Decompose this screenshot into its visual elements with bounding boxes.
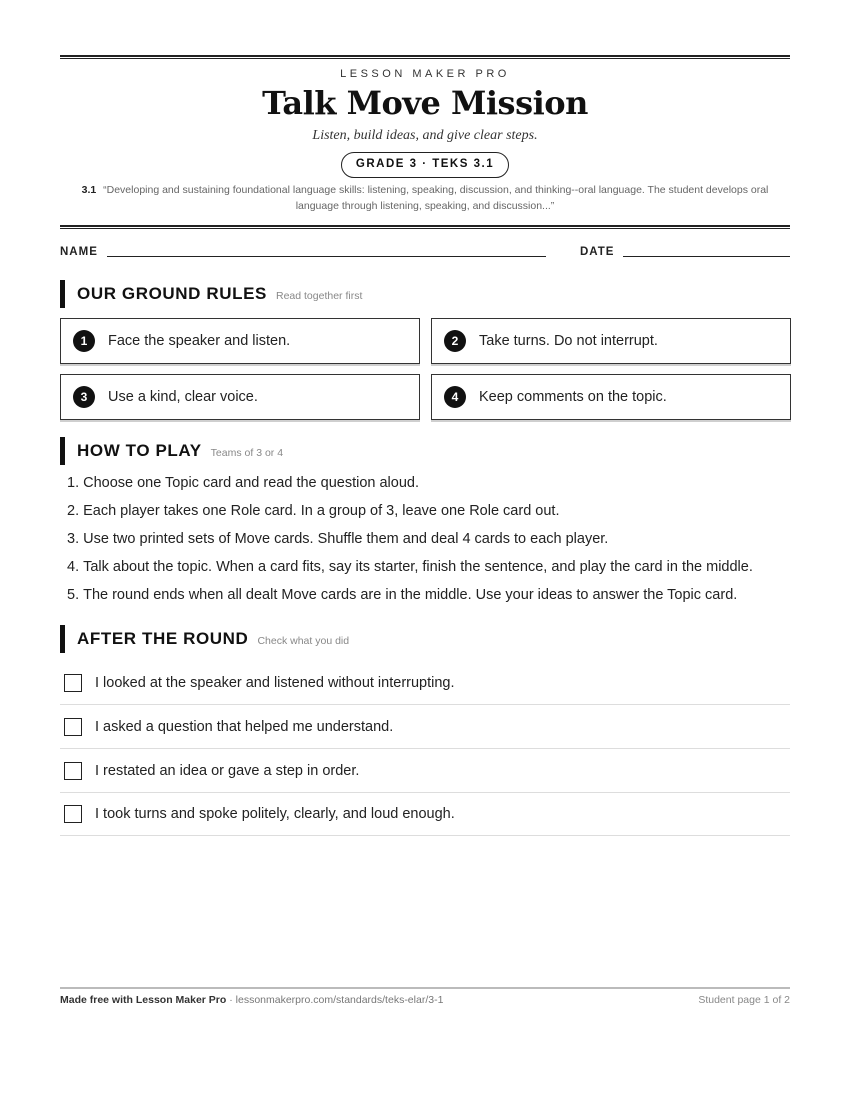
page-subtitle: Listen, build ideas, and give clear steps. — [312, 128, 538, 143]
checklist-text: I looked at the speaker and listened without interrupting. — [95, 674, 455, 691]
checklist-item — [60, 705, 790, 749]
checklist-text: I restated an idea or gave a step in order. — [95, 762, 360, 779]
checkbox[interactable] — [64, 718, 82, 736]
step-text: The round ends when all dealt Move cards are in the middle. Use your ideas to answer the Topic card. — [83, 587, 738, 603]
footer-rule — [60, 987, 790, 989]
standard-code: 3.1 — [81, 184, 97, 196]
step-number: 4. — [67, 559, 80, 575]
ground-rule-card — [60, 374, 420, 420]
grade-badge-wrap — [60, 152, 790, 178]
after-round-note: Check what you did — [257, 635, 350, 647]
top-double-rule — [60, 55, 790, 59]
footer-credit — [60, 994, 443, 1006]
checklist-item — [60, 792, 790, 836]
brand-label: LESSON MAKER PRO — [340, 68, 510, 80]
footer-brand: Made free with Lesson Maker Pro — [60, 994, 227, 1006]
step-text: Each player takes one Role card. In a group of 3, leave one Role card out. — [83, 503, 560, 519]
step-number: 2. — [67, 503, 80, 519]
ground-rule-text: Face the speaker and listen. — [108, 333, 291, 349]
ground-rule-text: Take turns. Do not interrupt. — [479, 333, 658, 349]
checklist-text: I asked a question that helped me understand. — [95, 718, 394, 735]
step-text: Talk about the topic. When a card fits, say its starter, finish the sentence, and play the card in the middle. — [83, 559, 753, 575]
number-1-icon: 1 — [73, 330, 95, 352]
how-to-play-title: HOW TO PLAY — [77, 441, 202, 460]
number-2-icon: 2 — [444, 330, 466, 352]
number-4-icon: 4 — [444, 386, 466, 408]
ground-rules-heading — [60, 280, 362, 308]
worksheet-page — [60, 0, 790, 1100]
header-bottom-double-rule — [60, 225, 790, 229]
ground-rules-title: OUR GROUND RULES — [77, 284, 267, 303]
standard-description — [60, 182, 790, 214]
step-item — [67, 500, 790, 528]
step-item — [67, 556, 790, 584]
ground-rule-text: Use a kind, clear voice. — [108, 389, 258, 405]
step-item — [67, 472, 790, 500]
after-round-heading — [60, 625, 349, 653]
checklist-item — [60, 749, 790, 793]
name-label: NAME — [60, 246, 98, 258]
ground-rules-note: Read together first — [276, 290, 363, 302]
step-number: 5. — [67, 587, 80, 603]
page-title: Talk Move Mission — [262, 84, 588, 122]
ground-rule-text: Keep comments on the topic. — [479, 389, 667, 405]
checklist-text: I took turns and spoke politely, clearly, and loud enough. — [95, 805, 455, 822]
how-to-play-steps — [67, 472, 790, 612]
checkbox[interactable] — [64, 674, 82, 692]
step-item — [67, 584, 790, 612]
footer-separator: · — [226, 994, 236, 1006]
standard-text: “Developing and sustaining foundational language skills: listening, speaking, discussion, and thinking--oral language. The student develops oral language through listening, speaking, and discussion...” — [103, 184, 769, 212]
date-field[interactable] — [623, 256, 790, 257]
name-field[interactable] — [107, 256, 546, 257]
footer-url-link[interactable]: lessonmakerpro.com/standards/teks-elar/3-1 — [235, 994, 444, 1006]
ground-rule-card — [60, 318, 420, 364]
step-text: Use two printed sets of Move cards. Shuffle them and deal 4 cards to each player. — [83, 531, 609, 547]
step-number: 1. — [67, 475, 80, 491]
how-to-play-note: Teams of 3 or 4 — [210, 447, 284, 459]
step-text: Choose one Topic card and read the question aloud. — [83, 475, 419, 491]
number-3-icon: 3 — [73, 386, 95, 408]
checklist-item — [60, 661, 790, 705]
ground-rule-card — [431, 318, 791, 364]
after-round-title: AFTER THE ROUND — [77, 629, 249, 648]
ground-rule-card — [431, 374, 791, 420]
checkbox[interactable] — [64, 805, 82, 823]
date-label: DATE — [580, 246, 615, 258]
page-number: Student page 1 of 2 — [698, 994, 790, 1006]
step-item — [67, 528, 790, 556]
step-number: 3. — [67, 531, 80, 547]
checkbox[interactable] — [64, 762, 82, 780]
how-to-play-heading — [60, 437, 283, 465]
grade-badge: GRADE 3 · TEKS 3.1 — [341, 152, 509, 178]
